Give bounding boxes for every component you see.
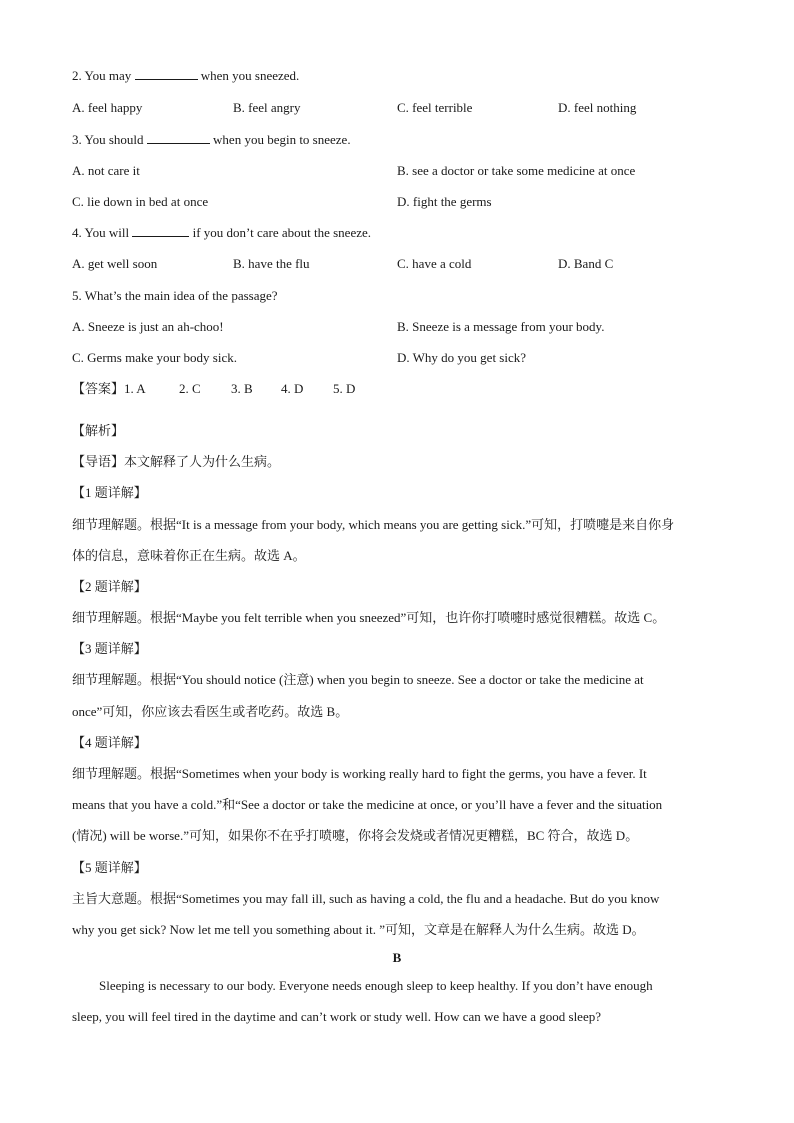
detail-3-line: once”可知，你应该去看医生或者吃药。故选 B。: [72, 704, 349, 719]
answer-item: 4. D: [281, 381, 304, 396]
detail-2-heading: 【2 题详解】: [72, 579, 147, 594]
detail-4-line: 细节理解题。根据“Sometimes when your body is working really hard to fight the germs, you have a fever. It: [72, 766, 647, 781]
passage-line: Sleeping is necessary to our body. Everyone needs enough sleep to keep healthy. If you don’t have enough: [99, 978, 653, 993]
detail-1-line: 体的信息，意味着你正在生病。故选 A。: [72, 548, 306, 563]
detail-1-line: 细节理解题。根据“It is a message from your body, which means you are getting sick.”可知，打喷嚏是来自你身: [72, 517, 675, 532]
analysis-heading: 【解析】: [72, 423, 125, 438]
stem-text: 2. You may: [72, 68, 135, 83]
stem-text: when you sneezed.: [197, 68, 300, 83]
detail-5-line: 主旨大意题。根据“Sometimes you may fall ill, such as having a cold, the flu and a headache. But do you know: [72, 891, 660, 906]
answer-blank: [132, 225, 189, 237]
stem-text: if you don’t care about the sneeze.: [189, 225, 372, 240]
question-2-option-b: B. feel angry: [233, 100, 301, 115]
detail-2-line: 细节理解题。根据“Maybe you felt terrible when you sneezed”可知，也许你打喷嚏时感觉很糟糕。故选 C。: [72, 610, 666, 625]
question-4-option-a: A. get well soon: [72, 256, 158, 271]
answer-item: 5. D: [333, 381, 356, 396]
question-2-stem: [72, 68, 299, 84]
answer-item: 3. B: [231, 381, 253, 396]
question-3-option-c: C. lie down in bed at once: [72, 194, 209, 209]
question-5-option-b: B. Sneeze is a message from your body.: [397, 319, 605, 334]
question-4-option-b: B. have the flu: [233, 256, 310, 271]
detail-4-heading: 【4 题详解】: [72, 735, 147, 750]
question-3-option-d: D. fight the germs: [397, 194, 492, 209]
question-2-option-c: C. feel terrible: [397, 100, 473, 115]
detail-4-line: (情况) will be worse.”可知，如果你不在乎打喷嚏，你将会发烧或者情况更糟糕，BC 符合，故选 D。: [72, 828, 639, 843]
passage-line: sleep, you will feel tired in the daytime and can’t work or study well. How can we have a good sleep?: [72, 1009, 601, 1024]
stem-text: 3. You should: [72, 132, 147, 147]
question-5-option-a: A. Sneeze is just an ah-choo!: [72, 319, 224, 334]
answer-blank: [147, 132, 210, 144]
answer-blank: [135, 68, 198, 80]
detail-3-line: 细节理解题。根据“You should notice (注意) when you begin to sneeze. See a doctor or take the medicine at: [72, 672, 644, 687]
section-b-title: B: [392, 950, 402, 965]
detail-1-heading: 【1 题详解】: [72, 485, 147, 500]
question-4-option-d: D. Band C: [558, 256, 614, 271]
stem-text: when you begin to sneeze.: [209, 132, 351, 147]
answer-key: [72, 381, 355, 397]
question-4-stem: [72, 225, 371, 241]
question-3-option-a: A. not care it: [72, 163, 140, 178]
answer-item: 2. C: [179, 381, 201, 396]
answer-item: 1. A: [124, 381, 146, 396]
answer-label: 【答案】: [72, 381, 125, 396]
question-4-option-c: C. have a cold: [397, 256, 472, 271]
question-3-stem: [72, 132, 351, 148]
analysis-intro: 【导语】本文解释了人为什么生病。: [72, 454, 281, 469]
question-2-option-a: A. feel happy: [72, 100, 143, 115]
question-3-option-b: B. see a doctor or take some medicine at once: [397, 163, 636, 178]
detail-3-heading: 【3 题详解】: [72, 641, 147, 656]
stem-text: 4. You will: [72, 225, 133, 240]
question-2-option-d: D. feel nothing: [558, 100, 637, 115]
question-5-option-c: C. Germs make your body sick.: [72, 350, 238, 365]
question-5-option-d: D. Why do you get sick?: [397, 350, 527, 365]
detail-4-line: means that you have a cold.”和“See a doctor or take the medicine at once, or you’ll have a fever and the situation: [72, 797, 663, 812]
detail-5-line: why you get sick? Now let me tell you something about it. ”可知，文章是在解释人为什么生病。故选 D。: [72, 922, 645, 937]
question-5-stem: 5. What’s the main idea of the passage?: [72, 288, 278, 303]
detail-5-heading: 【5 题详解】: [72, 860, 147, 875]
